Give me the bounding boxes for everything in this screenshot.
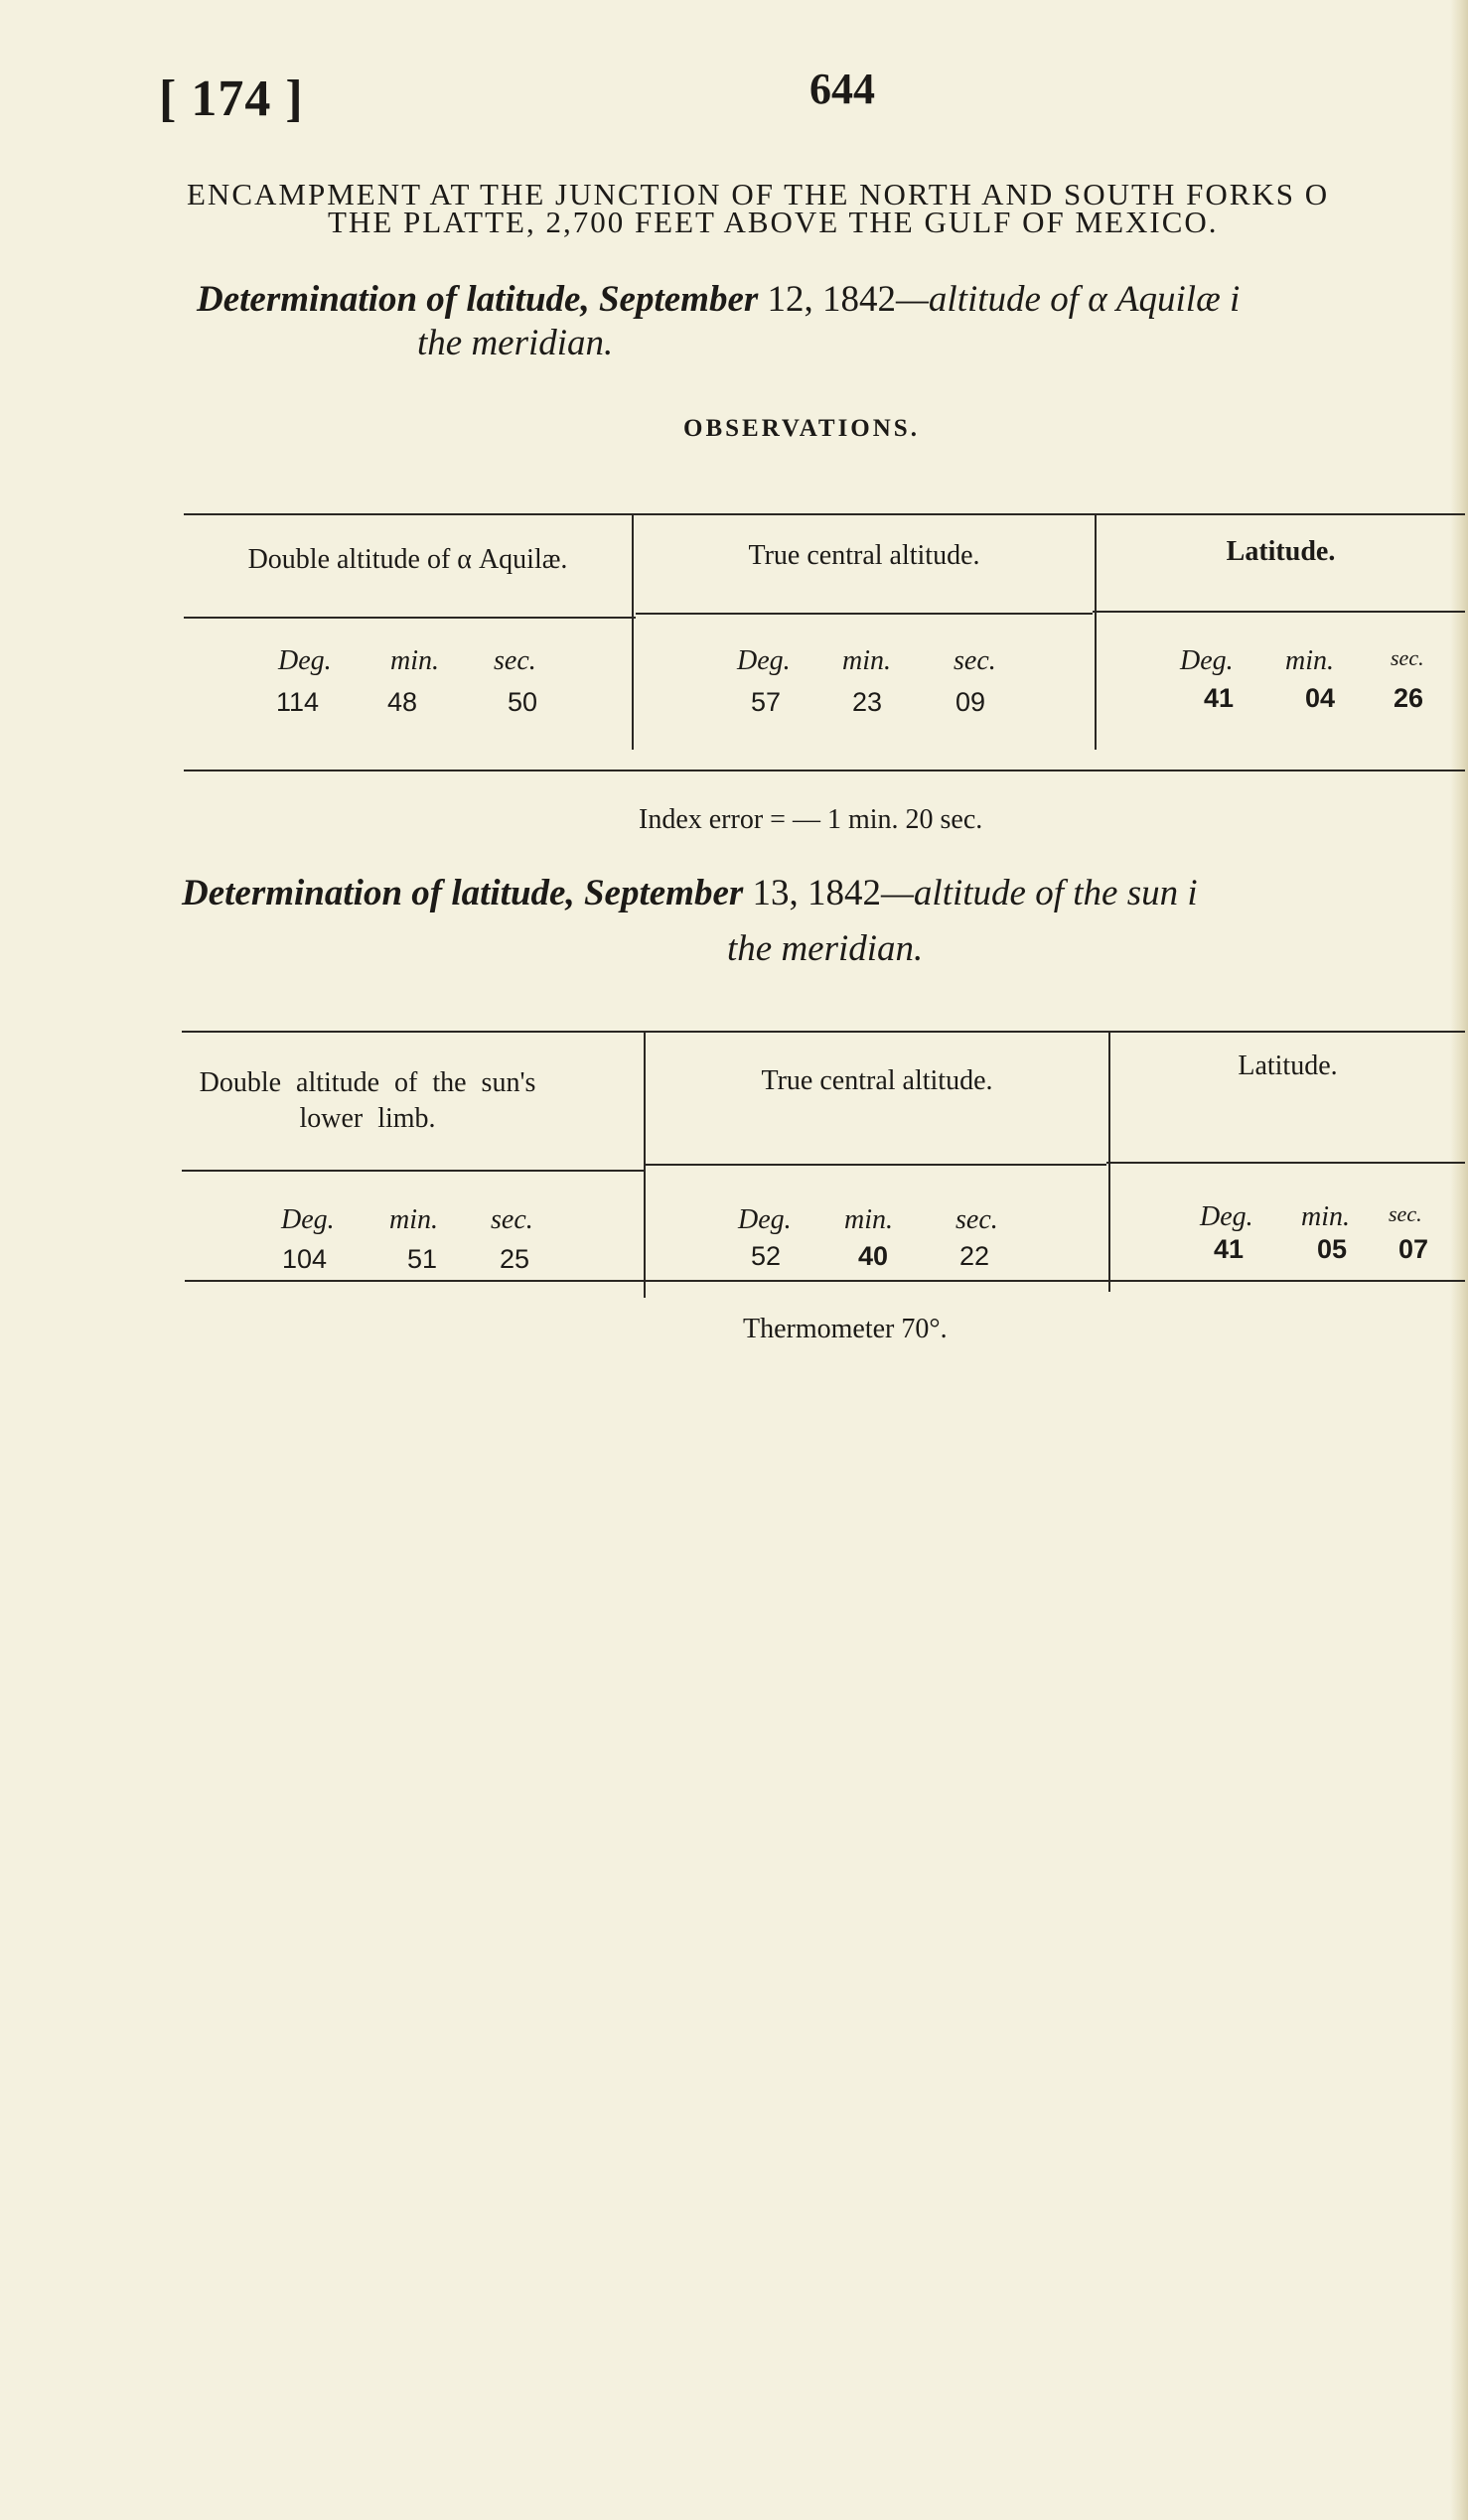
table1-true-deg: 57 <box>751 687 782 717</box>
table1-double-deg: 114 <box>276 687 320 717</box>
table2-double-min: 51 <box>407 1244 438 1274</box>
table2-head-rule-1 <box>182 1170 644 1172</box>
table1-head-rule-2 <box>636 613 1093 615</box>
index-error-note: Index error = — 1 min. 20 sec. <box>639 804 983 835</box>
unit-text: sec. <box>954 645 996 676</box>
table1-double-min: 48 <box>387 687 418 717</box>
unit-text: min. <box>1301 1201 1350 1232</box>
table1-header-true-altitude: True central altitude. <box>748 540 980 571</box>
section2-title <box>182 872 1198 914</box>
table1-lat-deg: 41 <box>1204 683 1235 713</box>
page-edge <box>1450 0 1468 2520</box>
table2-true-sec: 22 <box>959 1241 990 1271</box>
table2-bottom-rule <box>185 1280 1465 1282</box>
table1-head-rule-3 <box>1093 611 1465 613</box>
table1-bottom-rule <box>184 770 1465 771</box>
unit-text: min. <box>842 645 891 676</box>
table1-unit-sec-2 <box>954 645 996 677</box>
table1-unit-sec-1 <box>494 645 536 677</box>
unit-text: Deg. <box>1200 1201 1253 1232</box>
table1-header-latitude: Latitude. <box>1226 536 1336 567</box>
unit-text: sec. <box>955 1204 998 1235</box>
table1-lat-sec: 26 <box>1394 683 1424 713</box>
table2-unit-min-3 <box>1301 1201 1350 1233</box>
table2-true-deg: 52 <box>751 1241 782 1271</box>
section2-title-lead: Determination of latitude, September <box>182 873 744 913</box>
unit-text: sec. <box>1391 645 1424 670</box>
table1-lat-min: 04 <box>1305 683 1336 713</box>
table2-header-latitude: Latitude. <box>1238 1050 1338 1081</box>
section2-title-date: 13, 1842 <box>743 873 882 913</box>
unit-text: Deg. <box>738 1204 792 1235</box>
observations-label: OBSERVATIONS. <box>683 415 920 442</box>
unit-text: min. <box>1285 645 1334 676</box>
page-number-center: 644 <box>809 65 875 113</box>
section1-title-date: 12, 1842 <box>758 279 897 320</box>
table2-unit-sec-1 <box>491 1204 533 1236</box>
table1-head-rule-1 <box>184 617 636 619</box>
unit-text: min. <box>389 1204 438 1235</box>
table1-unit-deg-1 <box>278 645 332 677</box>
table1-unit-min-3 <box>1285 645 1334 677</box>
section2-title-line2-text: the meridian. <box>727 928 924 969</box>
table2-head-rule-2 <box>644 1164 1106 1166</box>
table1-top-rule <box>184 513 1465 515</box>
table2-unit-sec-3 <box>1389 1201 1422 1227</box>
table1-true-min: 23 <box>852 687 883 717</box>
section1-title <box>197 278 1240 321</box>
unit-text: sec. <box>491 1204 533 1235</box>
table2-unit-deg-3 <box>1200 1201 1253 1233</box>
unit-text: sec. <box>494 645 536 676</box>
unit-text: Deg. <box>278 645 332 676</box>
unit-text: sec. <box>1389 1201 1422 1226</box>
table1-unit-deg-2 <box>737 645 791 677</box>
unit-text: min. <box>390 645 439 676</box>
unit-text: Deg. <box>1180 645 1234 676</box>
table2-double-sec: 25 <box>500 1244 530 1274</box>
unit-text: min. <box>844 1204 893 1235</box>
thermometer-note: Thermometer 70°. <box>743 1314 948 1344</box>
section2-title-line2 <box>727 927 923 970</box>
unit-text: Deg. <box>737 645 791 676</box>
table1-header-double-altitude: Double altitude of α Aquilæ. <box>247 544 568 575</box>
table2-unit-sec-2 <box>955 1204 998 1236</box>
table2-top-rule <box>182 1031 1465 1033</box>
table1-unit-deg-3 <box>1180 645 1234 677</box>
table1-double-sec: 50 <box>508 687 538 717</box>
table1-unit-sec-3 <box>1391 645 1424 671</box>
table2-lat-deg: 41 <box>1214 1234 1245 1264</box>
section1-title-line2-text: the meridian. <box>417 323 614 363</box>
table2-double-deg: 104 <box>282 1244 328 1274</box>
page-number-left: [ 174 ] <box>159 70 304 127</box>
table2-header-double-altitude-text: Double altitude of the sun's lower limb. <box>199 1067 536 1134</box>
table2-lat-sec: 07 <box>1398 1234 1429 1264</box>
section2-title-tail: —altitude of the sun i <box>881 873 1198 913</box>
table2-header-double-altitude <box>184 1065 642 1137</box>
table2-lat-min: 05 <box>1317 1234 1348 1264</box>
heading-line-2: THE PLATTE, 2,700 FEET ABOVE THE GULF OF MEXICO. <box>328 205 1219 239</box>
table2-unit-min-1 <box>389 1204 438 1236</box>
table2-head-rule-3 <box>1106 1162 1465 1164</box>
table2-true-min: 40 <box>858 1241 889 1271</box>
table1-unit-min-2 <box>842 645 891 677</box>
table2-unit-deg-1 <box>281 1204 335 1236</box>
unit-text: Deg. <box>281 1204 335 1235</box>
section1-title-tail: —altitude of α Aquilæ i <box>896 279 1241 320</box>
heading-line-1: ENCAMPMENT AT THE JUNCTION OF THE NORTH AND SOUTH FORKS O <box>187 177 1330 211</box>
section1-title-line2 <box>417 322 613 364</box>
table2-header-true-altitude: True central altitude. <box>761 1065 993 1096</box>
table2-unit-deg-2 <box>738 1204 792 1236</box>
table2-unit-min-2 <box>844 1204 893 1236</box>
section1-title-lead: Determination of latitude, September <box>197 279 759 320</box>
table1-true-sec: 09 <box>955 687 986 717</box>
table1-unit-min-1 <box>390 645 439 677</box>
